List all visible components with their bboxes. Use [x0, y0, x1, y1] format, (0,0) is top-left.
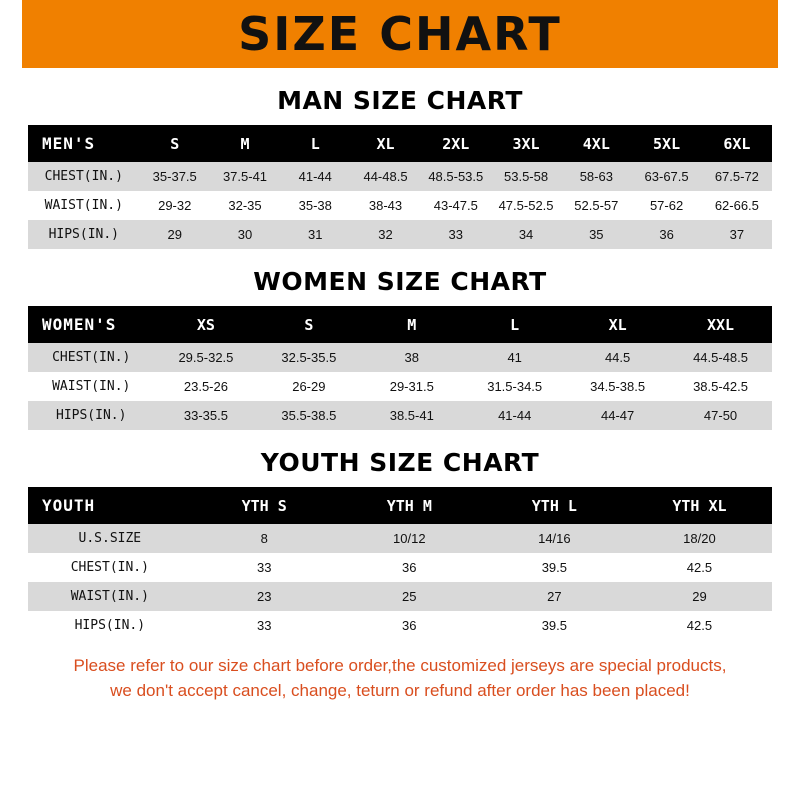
cell: 23.5-26 — [154, 372, 257, 401]
women-header-cell: XS — [154, 306, 257, 343]
banner-left-edge — [0, 0, 22, 68]
youth-size-table — [28, 487, 772, 640]
youth-section-title: YOUTH SIZE CHART — [260, 448, 540, 477]
men-header-cell: L — [280, 125, 350, 162]
table-row — [28, 162, 772, 191]
cell: 47.5-52.5 — [491, 191, 561, 220]
cell: 36 — [337, 611, 482, 640]
men-header-cell: 4XL — [561, 125, 631, 162]
cell: 58-63 — [561, 162, 631, 191]
cell: 52.5-57 — [561, 191, 631, 220]
cell: 29 — [627, 582, 772, 611]
men-header-cell: XL — [350, 125, 420, 162]
cell: 41-44 — [463, 401, 566, 430]
table-header-row — [28, 125, 772, 162]
cell: 44-47 — [566, 401, 669, 430]
cell: 44.5 — [566, 343, 669, 372]
cell: 34 — [491, 220, 561, 249]
cell: 26-29 — [257, 372, 360, 401]
cell: 53.5-58 — [491, 162, 561, 191]
table-row — [28, 553, 772, 582]
women-header-cell: XXL — [669, 306, 772, 343]
youth-header-cell: YTH L — [482, 487, 627, 524]
men-header-cell: M — [210, 125, 280, 162]
women-header-cell: S — [257, 306, 360, 343]
row-label: CHEST(IN.) — [28, 162, 140, 191]
cell: 29-31.5 — [360, 372, 463, 401]
row-label: HIPS(IN.) — [28, 220, 140, 249]
cell: 37 — [702, 220, 772, 249]
cell: 10/12 — [337, 524, 482, 553]
note-line-2: we don't accept cancel, change, teturn or refund after order has been placed! — [110, 680, 690, 700]
cell: 18/20 — [627, 524, 772, 553]
cell: 38-43 — [350, 191, 420, 220]
men-size-table — [28, 125, 772, 249]
cell: 42.5 — [627, 611, 772, 640]
cell: 33 — [192, 611, 337, 640]
cell: 44.5-48.5 — [669, 343, 772, 372]
banner-right-edge — [778, 0, 800, 68]
cell: 14/16 — [482, 524, 627, 553]
cell: 31 — [280, 220, 350, 249]
cell: 41 — [463, 343, 566, 372]
row-label: CHEST(IN.) — [28, 553, 192, 582]
table-row — [28, 191, 772, 220]
men-header-cell: S — [140, 125, 210, 162]
youth-header-cell: YTH S — [192, 487, 337, 524]
cell: 8 — [192, 524, 337, 553]
cell: 38.5-42.5 — [669, 372, 772, 401]
cell: 67.5-72 — [702, 162, 772, 191]
table-row — [28, 220, 772, 249]
cell: 48.5-53.5 — [421, 162, 491, 191]
women-header-cell: M — [360, 306, 463, 343]
cell: 35-38 — [280, 191, 350, 220]
cell: 29-32 — [140, 191, 210, 220]
youth-header-cell: YTH XL — [627, 487, 772, 524]
cell: 62-66.5 — [702, 191, 772, 220]
cell: 33 — [192, 553, 337, 582]
youth-header-cell: YTH M — [337, 487, 482, 524]
cell: 33-35.5 — [154, 401, 257, 430]
cell: 25 — [337, 582, 482, 611]
cell: 30 — [210, 220, 280, 249]
cell: 29.5-32.5 — [154, 343, 257, 372]
chart-content — [0, 86, 800, 703]
row-label: WAIST(IN.) — [28, 582, 192, 611]
men-header-cell: 2XL — [421, 125, 491, 162]
cell: 32 — [350, 220, 420, 249]
table-header-row — [28, 306, 772, 343]
row-label: HIPS(IN.) — [28, 401, 154, 430]
men-header-cell: 5XL — [631, 125, 701, 162]
table-row — [28, 524, 772, 553]
cell: 37.5-41 — [210, 162, 280, 191]
table-row — [28, 611, 772, 640]
cell: 57-62 — [631, 191, 701, 220]
cell: 38 — [360, 343, 463, 372]
cell: 41-44 — [280, 162, 350, 191]
women-header-cell: XL — [566, 306, 669, 343]
cell: 32-35 — [210, 191, 280, 220]
row-label: WAIST(IN.) — [28, 372, 154, 401]
table-row — [28, 372, 772, 401]
cell: 34.5-38.5 — [566, 372, 669, 401]
cell: 35 — [561, 220, 631, 249]
men-header-cell: 6XL — [702, 125, 772, 162]
cell: 36 — [631, 220, 701, 249]
cell: 44-48.5 — [350, 162, 420, 191]
women-header-cell: L — [463, 306, 566, 343]
table-header-row — [28, 487, 772, 524]
cell: 39.5 — [482, 611, 627, 640]
row-label: CHEST(IN.) — [28, 343, 154, 372]
women-size-table — [28, 306, 772, 430]
table-row — [28, 582, 772, 611]
cell: 39.5 — [482, 553, 627, 582]
cell: 36 — [337, 553, 482, 582]
cell: 33 — [421, 220, 491, 249]
cell: 47-50 — [669, 401, 772, 430]
women-header-label: WOMEN'S — [28, 306, 154, 343]
cell: 43-47.5 — [421, 191, 491, 220]
row-label: HIPS(IN.) — [28, 611, 192, 640]
cell: 29 — [140, 220, 210, 249]
page-title: SIZE CHART — [238, 7, 562, 61]
cell: 38.5-41 — [360, 401, 463, 430]
cell: 35-37.5 — [140, 162, 210, 191]
note-line-1: Please refer to our size chart before order,the customized jerseys are special products, — [73, 656, 727, 675]
cell: 42.5 — [627, 553, 772, 582]
cell: 27 — [482, 582, 627, 611]
table-row — [28, 343, 772, 372]
table-row — [28, 401, 772, 430]
cell: 31.5-34.5 — [463, 372, 566, 401]
men-section-title: MAN SIZE CHART — [277, 86, 523, 115]
order-policy-note — [28, 654, 772, 703]
row-label: U.S.SIZE — [28, 524, 192, 553]
cell: 63-67.5 — [631, 162, 701, 191]
cell: 35.5-38.5 — [257, 401, 360, 430]
youth-header-label: YOUTH — [28, 487, 192, 524]
row-label: WAIST(IN.) — [28, 191, 140, 220]
men-header-cell: 3XL — [491, 125, 561, 162]
cell: 32.5-35.5 — [257, 343, 360, 372]
header-banner — [0, 0, 800, 68]
women-section-title: WOMEN SIZE CHART — [253, 267, 547, 296]
cell: 23 — [192, 582, 337, 611]
men-header-label: MEN'S — [28, 125, 140, 162]
